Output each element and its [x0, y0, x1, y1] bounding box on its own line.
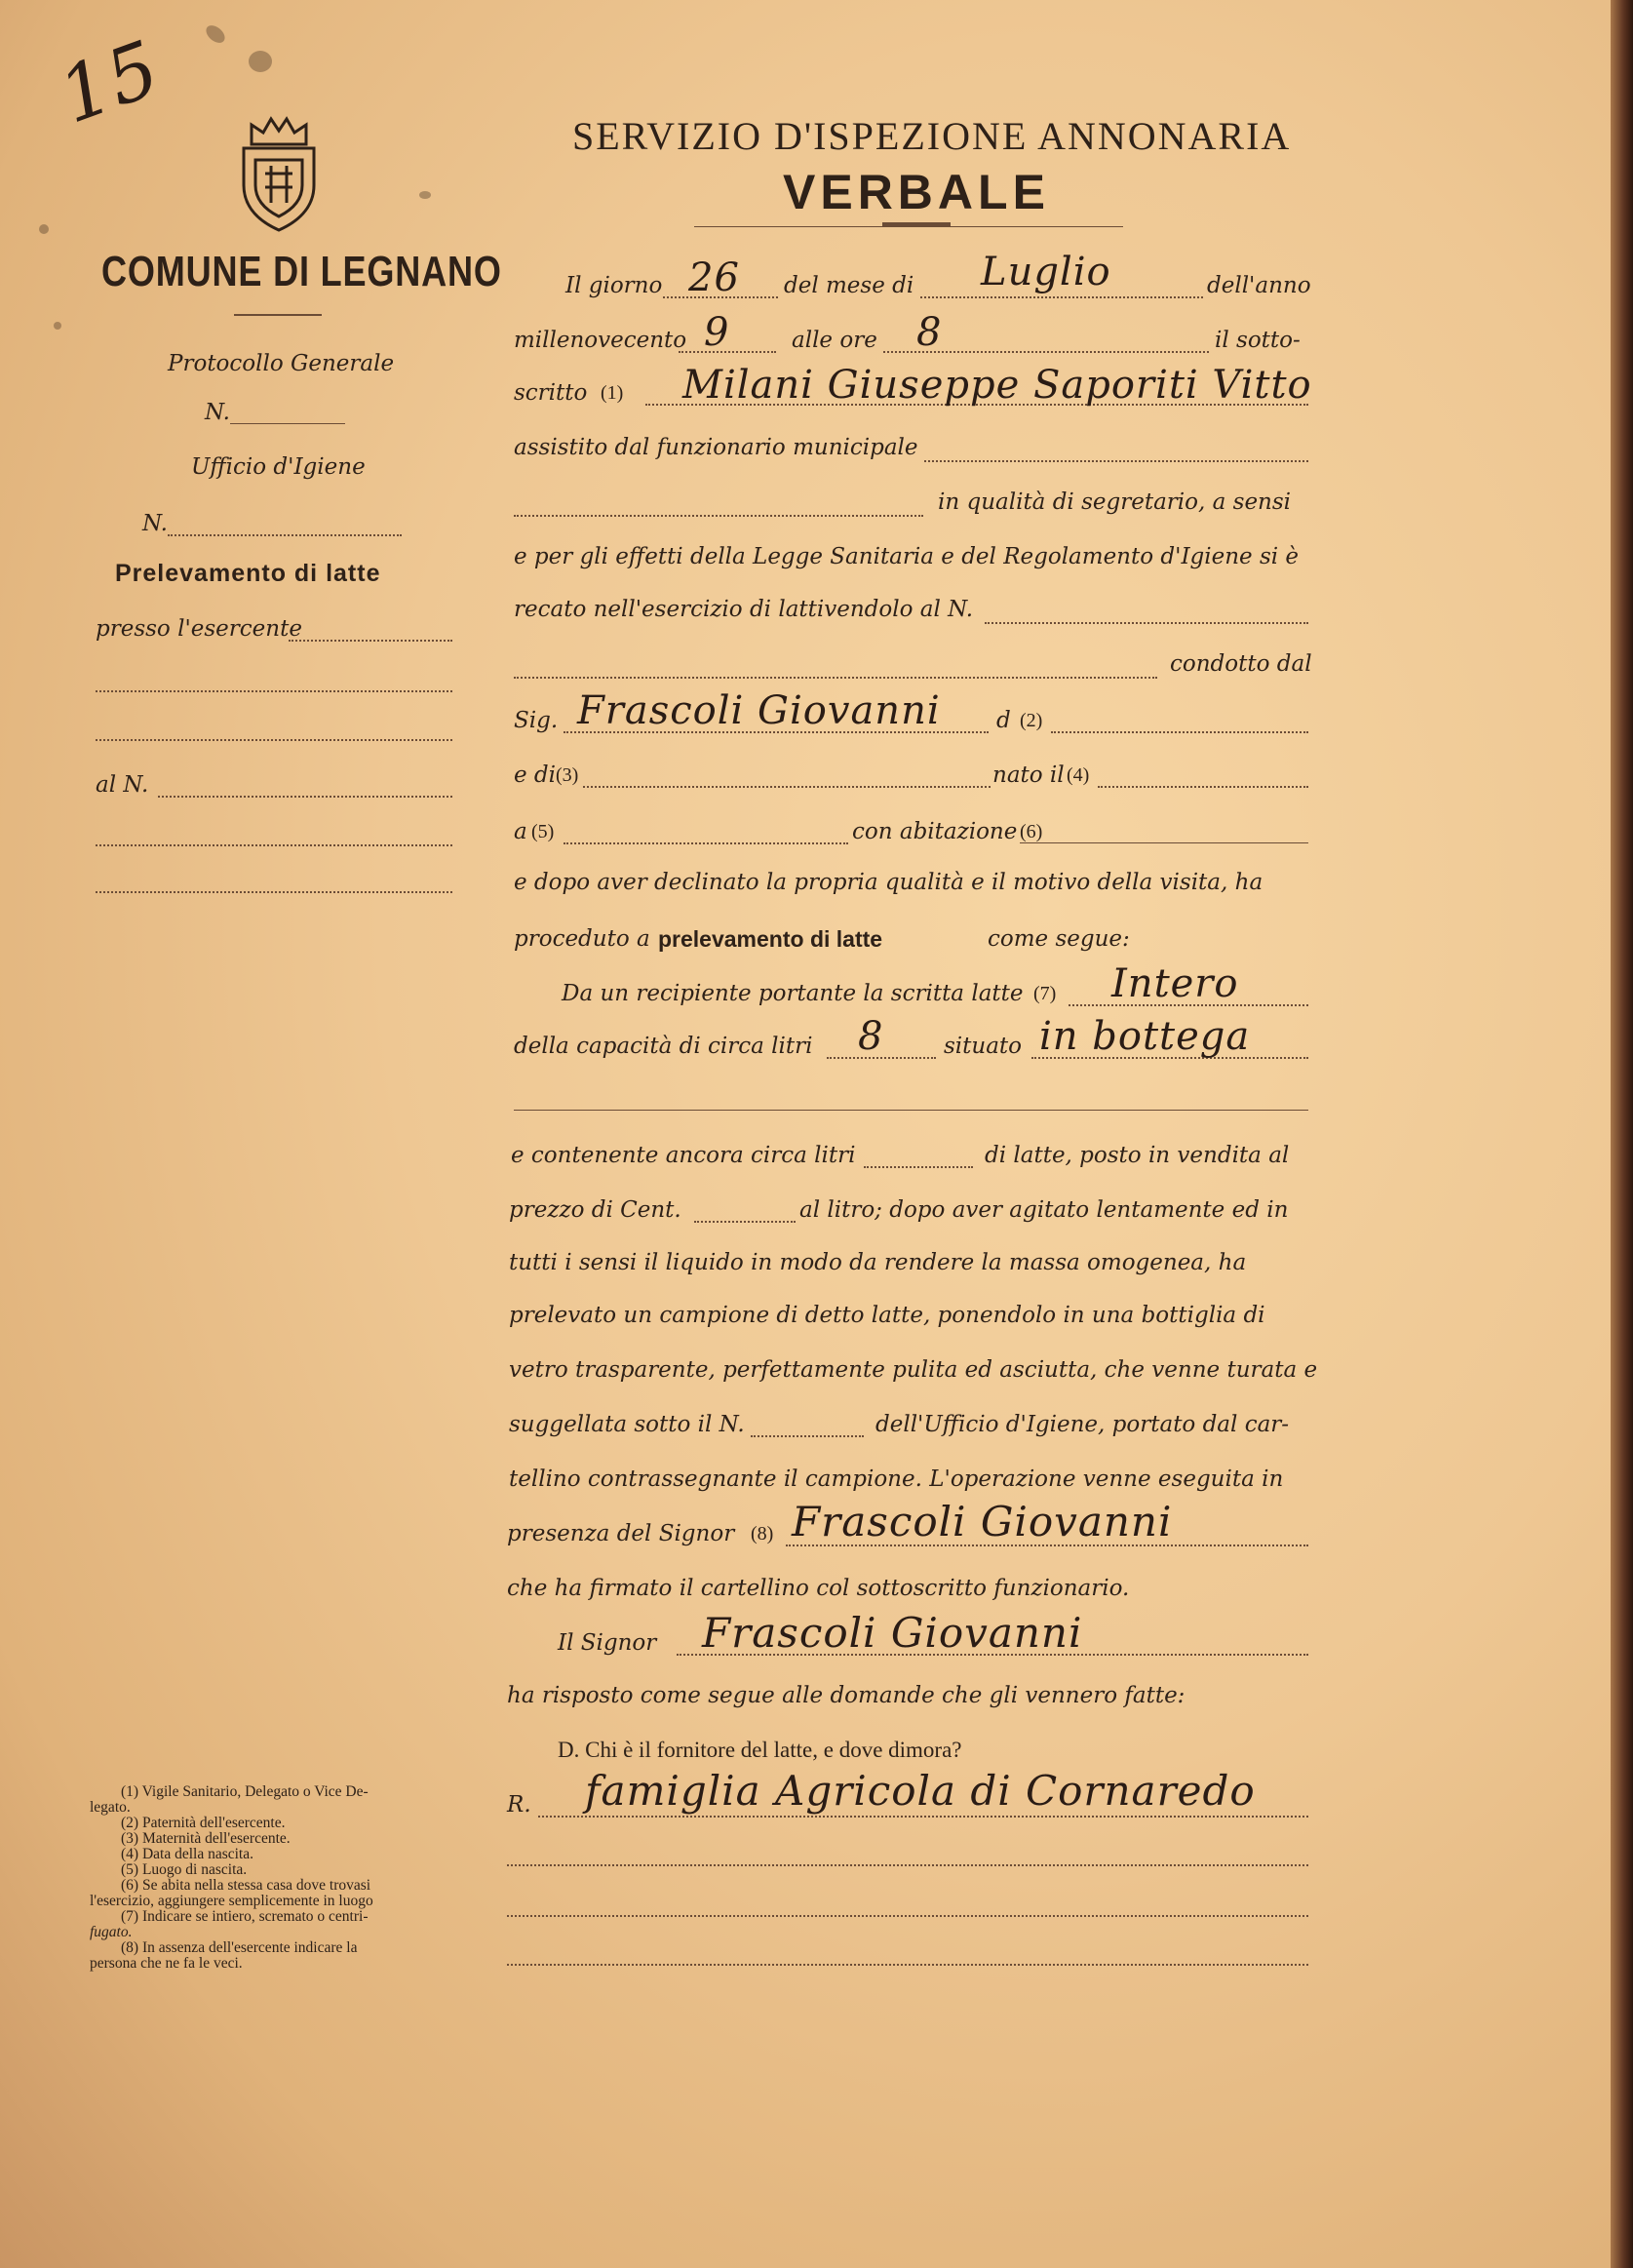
footnote-ref-8: (8) [751, 1523, 774, 1545]
footnote-line: (7) Indicare se intiero, scremato o centri- [121, 1908, 369, 1925]
il-signor-label: Il Signor [558, 1630, 657, 1656]
footnote-line: (1) Vigile Sanitario, Delegato o Vice De- [121, 1783, 369, 1800]
vendita-label: di latte, posto in vendita al [985, 1143, 1290, 1168]
birthplace-label: a [514, 819, 527, 844]
footnote-line: (6) Se abita nella stessa casa dove trovasi [121, 1877, 371, 1894]
footnote-line: (5) Luogo di nascita. [121, 1861, 248, 1878]
risposto-text: ha risposto come segue alle domande che gli vennero fatte: [507, 1683, 1186, 1708]
presso-field-2 [96, 690, 452, 692]
maternity-label: e di [514, 763, 557, 788]
date-year-label: dell'anno [1207, 273, 1311, 298]
footnote-line: legato. [90, 1799, 131, 1816]
come-segue-label: come segue: [988, 926, 1130, 952]
footnote-line: (8) In assenza dell'esercente indicare la [121, 1939, 358, 1956]
signor-name-value: Frascoli Giovanni [702, 1609, 1083, 1657]
birthplace-field [564, 842, 848, 844]
comune-heading: COMUNE DI LEGNANO [101, 248, 502, 295]
title-underline-accent [882, 222, 951, 227]
sottoscritto-label: il sotto- [1215, 328, 1301, 353]
presso-field [289, 640, 452, 642]
birth-date-field [1098, 786, 1308, 788]
footnote-line: (2) Paternità dell'esercente. [121, 1815, 286, 1831]
ink-stain [419, 191, 431, 199]
al-n-field [158, 796, 452, 798]
date-month-label: del mese di [784, 273, 914, 298]
massa-text: tutti i sensi il liquido in modo da rendere la massa omogenea, ha [509, 1250, 1247, 1275]
footnote-ref-5: (5) [531, 821, 555, 842]
presso-field-3 [96, 739, 452, 741]
answer-value: famiglia Agricola di Cornaredo [585, 1767, 1256, 1815]
ufficio-number-label: N. [142, 511, 168, 536]
prelevamento-heading: Prelevamento di latte [115, 560, 381, 587]
latte-type-value: Intero [1111, 961, 1239, 1006]
prezzo-label: prezzo di Cent. [509, 1197, 681, 1223]
answer-label: R. [507, 1792, 531, 1818]
date-day-label: Il giorno [565, 273, 663, 298]
proceduto-label: proceduto a [514, 926, 650, 952]
question-fornitore: D. Chi è il fornitore del latte, e dove dimora? [558, 1738, 962, 1762]
left-field-6 [96, 891, 452, 893]
date-month-field [920, 296, 1203, 298]
declinato-text: e dopo aver declinato la propria qualità e il motivo della visita, ha [514, 870, 1264, 895]
maternity-field [583, 786, 991, 788]
segretario-label: in qualità di segretario, a sensi [938, 489, 1292, 515]
ufficio-igiene-text: dell'Ufficio d'Igiene, portato dal car- [875, 1412, 1290, 1437]
date-day-value: 26 [688, 255, 740, 300]
protocollo-number-label: N. [205, 400, 230, 425]
condotto-label: condotto dal [1170, 651, 1312, 677]
nato-label: nato il [992, 763, 1065, 788]
footnote-line: fugato. [90, 1924, 133, 1940]
assistito-label: assistito dal funzionario municipale [514, 435, 918, 460]
answer-field-3 [507, 1915, 1308, 1917]
paternity-label: d [996, 708, 1011, 733]
prezzo-field [694, 1221, 796, 1223]
suggellata-label: suggellata sotto il N. [509, 1412, 745, 1437]
litri-rimasti-field [864, 1166, 973, 1168]
situato-label: situato [944, 1034, 1023, 1059]
official-name-value: Milani Giuseppe Saporiti Vitto [682, 363, 1312, 408]
presenza-label: presenza del Signor [507, 1521, 735, 1546]
al-litro-text: al litro; dopo aver agitato lentamente ed in [799, 1197, 1289, 1223]
footnote-ref-1: (1) [601, 382, 624, 404]
footnote-ref-7: (7) [1033, 983, 1057, 1004]
year-label: millenovecento [514, 328, 687, 353]
year-value: 9 [704, 310, 730, 355]
presso-label: presso l'esercente [96, 616, 302, 642]
segretario-field [514, 515, 923, 517]
capacita-label: della capacità di circa litri [514, 1034, 813, 1059]
firmato-text: che ha firmato il cartellino col sottoscritto funzionario. [507, 1576, 1130, 1601]
answer-field-4 [507, 1964, 1308, 1966]
lattivendolo-number-field [985, 622, 1308, 624]
contenente-label: e contenente ancora circa litri [511, 1143, 856, 1168]
answer-field [538, 1816, 1308, 1818]
ufficio-number-field [168, 534, 402, 536]
ink-stain [54, 322, 61, 330]
ink-stain [39, 224, 49, 234]
campione-text: prelevato un campione di detto latte, ponendolo in una bottiglia di [509, 1303, 1265, 1328]
condotto-field [514, 677, 1157, 679]
recipiente-label: Da un recipiente portante la scritta latte [562, 981, 1024, 1006]
footnote-line: (3) Maternità dell'esercente. [121, 1830, 291, 1847]
date-month-value: Luglio [981, 250, 1111, 294]
ink-stain [203, 22, 228, 47]
footnote-line: (4) Data della nascita. [121, 1846, 253, 1862]
capacita-value: 8 [858, 1014, 884, 1059]
al-n-label: al N. [96, 772, 149, 798]
abitazione-field [1020, 842, 1308, 843]
presenza-name-value: Frascoli Giovanni [792, 1498, 1173, 1545]
blank-line [514, 1110, 1308, 1111]
comune-divider [234, 314, 322, 316]
footnote-ref-6: (6) [1020, 821, 1043, 842]
paternity-field [1051, 731, 1308, 733]
page-edge [1611, 0, 1633, 2268]
footnote-ref-4: (4) [1067, 764, 1090, 786]
ink-stain [249, 51, 272, 72]
coat-of-arms-icon [232, 115, 326, 234]
lattivendolo-label: recato nell'esercizio di lattivendolo al N. [514, 597, 974, 622]
footnote-ref-3: (3) [556, 764, 579, 786]
hour-label: alle ore [792, 328, 877, 353]
margin-annotation: 15 [48, 24, 172, 141]
legge-sanitaria-text: e per gli effetti della Legge Sanitaria e del Regolamento d'Igiene si è [514, 544, 1300, 569]
footnote-line: l'esercizio, aggiungere semplicemente in luogo [90, 1893, 373, 1909]
left-field-5 [96, 844, 452, 846]
footnote-line: persona che ne fa le veci. [90, 1955, 243, 1972]
abitazione-label: con abitazione [852, 819, 1018, 844]
protocollo-number-field [230, 423, 345, 424]
footnote-ref-2: (2) [1020, 710, 1043, 731]
prelevamento-emphasis: prelevamento di latte [658, 926, 883, 952]
service-heading: SERVIZIO D'ISPEZIONE ANNONARIA [572, 114, 1292, 158]
scritto-label: scritto [514, 380, 588, 406]
sig-label: Sig. [514, 708, 559, 733]
vetro-text: vetro trasparente, perfettamente pulita ed asciutta, che venne turata e [509, 1357, 1318, 1383]
cartellino-text: tellino contrassegnante il campione. L'operazione venne eseguita in [509, 1466, 1284, 1492]
document-title: VERBALE [783, 165, 1050, 219]
suggellata-number-field [751, 1435, 864, 1437]
funzionario-field [924, 460, 1308, 462]
hour-value: 8 [916, 310, 943, 355]
esercente-name-value: Frascoli Giovanni [577, 688, 941, 733]
situato-value: in bottega [1039, 1014, 1251, 1059]
answer-field-2 [507, 1864, 1308, 1866]
ufficio-label: Ufficio d'Igiene [191, 454, 366, 480]
protocollo-label: Protocollo Generale [168, 351, 395, 376]
